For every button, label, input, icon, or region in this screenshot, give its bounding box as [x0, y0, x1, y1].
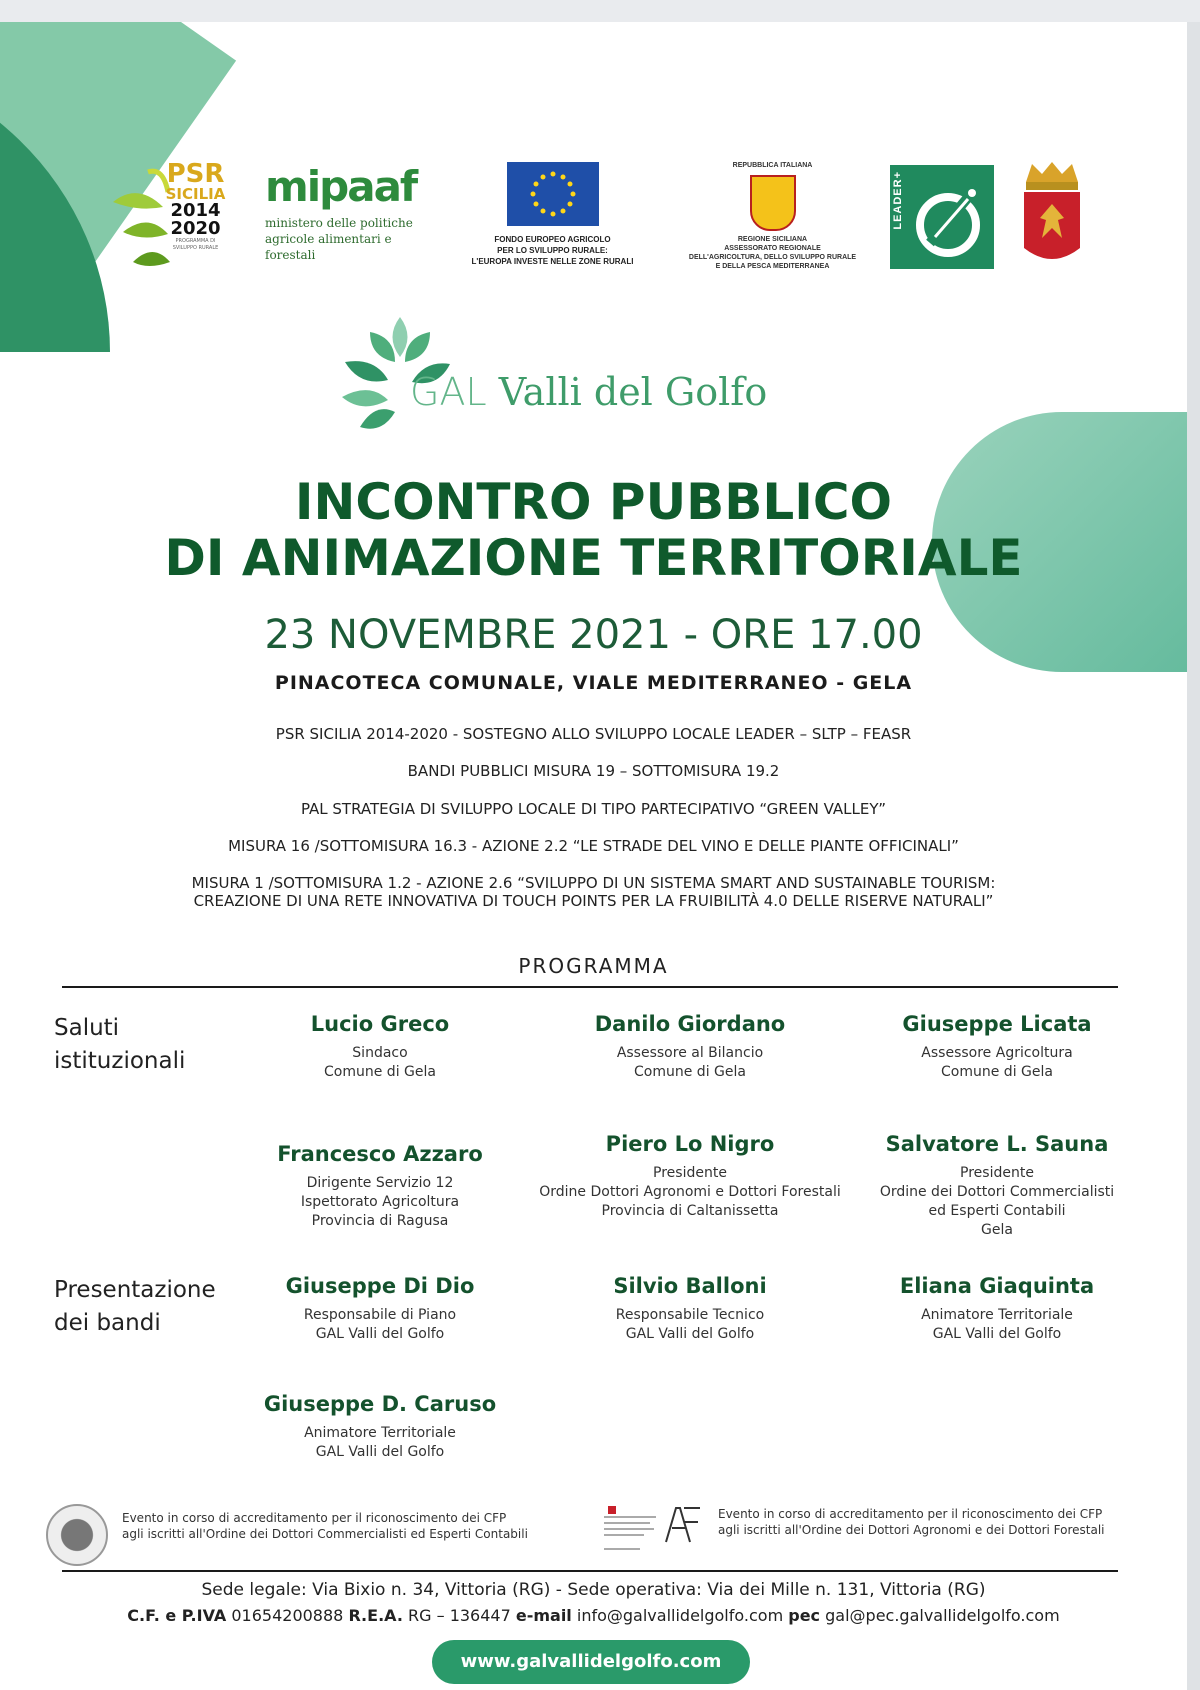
mipaaf-wordmark: mipaaf: [265, 162, 417, 211]
psr-region: SICILIA: [165, 185, 226, 203]
eu-caption-2: PER LO SVILUPPO RURALE:: [497, 246, 608, 255]
speaker-name: Lucio Greco: [310, 1012, 450, 1036]
footer-address: Sede legale: Via Bixio n. 34, Vittoria (RG) - Sede operativa: Via dei Mille n. 131, Vittoria (RG): [201, 1580, 986, 1600]
sicily-caption-1: REGIONE SICILIANA: [737, 236, 808, 243]
poster-page: [0, 22, 1187, 1690]
speaker-name: Giuseppe Licata: [902, 1012, 1092, 1036]
mipaaf-logo: [265, 162, 435, 272]
speaker-name: Eliana Giaquinta: [899, 1274, 1095, 1298]
eu-feasr-logo: [455, 162, 650, 272]
speaker-role: Dirigente Servizio 12: [306, 1175, 454, 1191]
section-saluti-istituzionali: [54, 1012, 185, 1078]
speaker-role: Presidente: [653, 1165, 727, 1181]
footer-divider: [62, 1570, 1118, 1572]
measure-line-4: MISURA 16 /SOTTOMISURA 16.3 - AZIONE 2.2 “LE STRADE DEL VINO E DELLE PIANTE OFFICINALI”: [228, 837, 959, 855]
cfp-left-line-1: Evento in corso di accreditamento per il riconoscimento dei CFP: [122, 1511, 507, 1525]
mipaaf-line-1: ministero delle politiche: [265, 216, 413, 230]
speaker-role: Sindaco: [352, 1045, 408, 1061]
section-presentazione-bandi: [54, 1274, 216, 1340]
speaker-card: [230, 1012, 530, 1082]
speaker-org: Comune di Gela: [324, 1064, 436, 1080]
section-presentazione-line-2: dei bandi: [54, 1310, 161, 1336]
psr-label: PSR: [166, 159, 225, 189]
leader-plus-logo: [890, 165, 994, 269]
speaker-card: [847, 1012, 1147, 1082]
measure-line-1: PSR SICILIA 2014-2020 - SOSTEGNO ALLO SVILUPPO LOCALE LEADER – SLTP – FEASR: [275, 725, 912, 743]
speaker-card: [540, 1274, 840, 1344]
pec-label: pec: [788, 1606, 821, 1625]
trinacria-shield-icon: [750, 175, 796, 231]
mipaaf-line-2: agricole alimentari e forestali: [265, 232, 392, 262]
cf-value: 01654200888: [231, 1606, 344, 1625]
eu-caption-1: FONDO EUROPEO AGRICOLO: [494, 235, 611, 244]
speaker-org: Comune di Gela: [941, 1064, 1053, 1080]
cfp-right-line-1: Evento in corso di accreditamento per il riconoscimento dei CFP: [718, 1507, 1103, 1521]
psr-caption: PROGRAMMA DI SVILUPPO RURALE: [172, 238, 219, 251]
section-saluti-line-1: Saluti: [54, 1015, 120, 1041]
gal-valli-del-golfo-logo: [340, 312, 820, 442]
psr-sicilia-logo: [108, 159, 228, 272]
speaker-org: GAL Valli del Golfo: [932, 1326, 1062, 1342]
speaker-org: Comune di Gela: [634, 1064, 746, 1080]
email-link[interactable]: info@galvallidelgolfo.com: [576, 1606, 784, 1625]
speaker-role: Assessore al Bilancio: [616, 1045, 764, 1061]
agronomi-forestali-logo: [600, 1502, 702, 1554]
speaker-card: [230, 1142, 530, 1231]
speaker-name: Danilo Giordano: [594, 1012, 786, 1036]
page-edge: [1187, 22, 1200, 1690]
programma-divider: [62, 986, 1118, 988]
speaker-role: Animatore Territoriale: [304, 1425, 456, 1441]
event-title-line-2: DI ANIMAZIONE TERRITORIALE: [164, 529, 1023, 587]
speaker-org: Provincia di Caltanissetta: [601, 1203, 779, 1219]
measure-line-6: CREAZIONE DI UNA RETE INNOVATIVA DI TOUCH POINTS PER LA FRUIBILITÀ 4.0 DELLE RISERVE NATURALI”: [193, 892, 994, 910]
speaker-name: Giuseppe D. Caruso: [263, 1392, 497, 1416]
event-title-line-1: INCONTRO PUBBLICO: [294, 473, 893, 531]
psr-year-start: 2014: [170, 200, 221, 221]
speaker-org: GAL Valli del Golfo: [315, 1326, 445, 1342]
speaker-card: [540, 1012, 840, 1082]
speaker-role: Assessore Agricoltura: [921, 1045, 1073, 1061]
pec-link[interactable]: gal@pec.galvallidelgolfo.com: [825, 1606, 1060, 1625]
speaker-role: Responsabile di Piano: [303, 1307, 457, 1323]
measure-line-5: MISURA 1 /SOTTOMISURA 1.2 - AZIONE 2.6 “SVILUPPO DI UN SISTEMA SMART AND SUSTAINABLE TOURISM:: [191, 874, 996, 892]
speaker-org: Gela: [981, 1222, 1013, 1238]
speaker-org: Ordine dei Dottori Commercialisti: [879, 1184, 1115, 1200]
speaker-org: GAL Valli del Golfo: [315, 1444, 445, 1460]
psr-year-end: 2020: [170, 218, 221, 239]
speaker-card: [520, 1132, 860, 1221]
website-link-button[interactable]: www.galvallidelgolfo.com: [432, 1640, 750, 1684]
sicily-caption-2: ASSESSORATO REGIONALE: [724, 245, 821, 252]
gal-title-acronym: GAL: [410, 370, 487, 414]
speaker-name: Piero Lo Nigro: [605, 1132, 775, 1156]
cf-label: C.F. e P.IVA: [127, 1606, 227, 1625]
cfp-note-commercialisti: [122, 1510, 528, 1542]
speaker-org: ed Esperti Contabili: [928, 1203, 1066, 1219]
speaker-org: GAL Valli del Golfo: [625, 1326, 755, 1342]
sicily-header: REPUBBLICA ITALIANA: [732, 162, 813, 169]
speaker-org: Provincia di Ragusa: [311, 1213, 449, 1229]
leader-label: LEADER+: [892, 171, 904, 230]
speaker-card: [847, 1132, 1147, 1240]
speaker-card: [230, 1274, 530, 1344]
odcec-seal-icon: [46, 1504, 108, 1566]
event-place: PINACOTECA COMUNALE, VIALE MEDITERRANEO - GELA: [274, 672, 913, 694]
speaker-role: Animatore Territoriale: [921, 1307, 1073, 1323]
gal-title-name: Valli del Golfo: [498, 370, 768, 414]
measure-line-3: PAL STRATEGIA DI SVILUPPO LOCALE DI TIPO PARTECIPATIVO “GREEN VALLEY”: [300, 800, 887, 818]
speaker-org: Ispettorato Agricoltura: [300, 1194, 460, 1210]
sicily-caption-4: E DELLA PESCA MEDITERRANEA: [715, 263, 830, 270]
section-saluti-line-2: istituzionali: [54, 1048, 186, 1074]
rea-value: RG – 136447: [408, 1606, 511, 1625]
speaker-role: Responsabile Tecnico: [615, 1307, 765, 1323]
speaker-name: Francesco Azzaro: [277, 1142, 483, 1166]
speaker-name: Salvatore L. Sauna: [885, 1132, 1109, 1156]
email-label: e-mail: [515, 1606, 572, 1625]
programma-heading: PROGRAMMA: [518, 954, 669, 978]
speaker-card: [230, 1392, 530, 1462]
leader-emblem-icon: [890, 165, 994, 269]
speaker-role: Presidente: [960, 1165, 1034, 1181]
cfp-note-agronomi: [718, 1506, 1105, 1538]
rea-label: R.E.A.: [348, 1606, 403, 1625]
sicily-caption-3: DELL'AGRICOLTURA, DELLO SVILUPPO RURALE: [688, 254, 857, 261]
speaker-name: Giuseppe Di Dio: [285, 1274, 475, 1298]
comune-gela-coat-of-arms: [1018, 160, 1086, 272]
eu-caption-3: L'EUROPA INVESTE NELLE ZONE RURALI: [471, 257, 634, 266]
cfp-left-line-2: agli iscritti all'Ordine dei Dottori Commercialisti ed Esperti Contabili: [122, 1527, 528, 1541]
footer-fiscal-info: [0, 1606, 1187, 1625]
event-date: 23 NOVEMBRE 2021 - ORE 17.00: [264, 612, 923, 658]
coat-of-arms-icon: [1018, 160, 1086, 272]
eu-flag-icon: [507, 162, 599, 226]
speaker-card: [847, 1274, 1147, 1344]
regione-siciliana-logo: [680, 162, 865, 272]
section-presentazione-line-1: Presentazione: [54, 1277, 216, 1303]
measure-line-2: BANDI PUBBLICI MISURA 19 – SOTTOMISURA 19.2: [407, 762, 780, 780]
speaker-org: Ordine Dottori Agronomi e Dottori Forestali: [539, 1184, 841, 1200]
speaker-name: Silvio Balloni: [613, 1274, 767, 1298]
cfp-right-line-2: agli iscritti all'Ordine dei Dottori Agronomi e dei Dottori Forestali: [718, 1523, 1105, 1537]
